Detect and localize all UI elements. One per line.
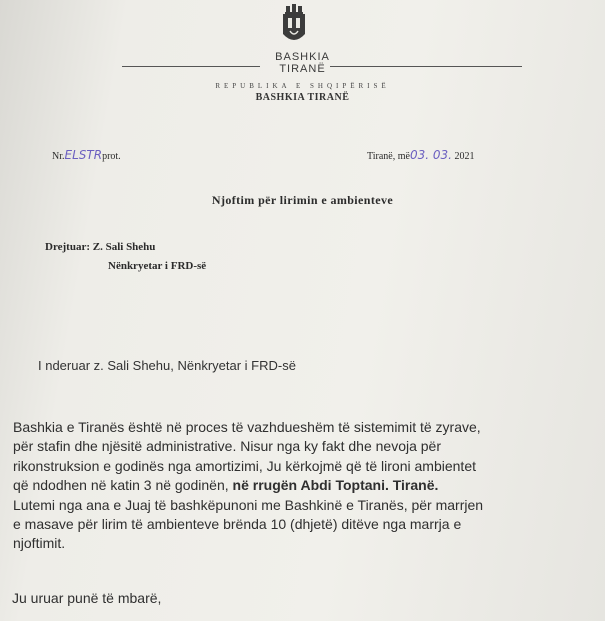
body-line: e masave për lirim të ambienteve brënda 10 (dhjetë) ditëve nga marrja e [13,516,462,533]
republic-heading: REPUBLIKA E SHQIPËRISË [215,82,390,90]
date-handwritten: 03. 03. [409,148,452,162]
letter-subject: Njoftim për lirimin e ambienteve [211,193,394,207]
body-line [13,476,599,495]
protocol-prefix: Nr. [52,151,65,162]
closing-line: Ju uruar punë të mbarë, [12,590,162,606]
street-address: në rrugën Abdi Toptani. Tiranë. [232,477,439,494]
municipality-name-line1: BASHKIA [275,51,330,63]
body-line: njoftimit. [13,535,66,552]
protocol-handwritten: ELSTR [64,148,103,162]
body-line: për stafin dhe njësitë administrative. Nisur nga ky fakt dhe nevoja për [13,438,442,455]
protocol-suffix: prot. [102,151,121,162]
letter-body [13,418,599,554]
addressee-line2: Nënkryetar i FRD-së [108,260,207,272]
municipality-name-line2: TIRANË [279,63,326,75]
date-prefix: Tiranë, më [367,151,410,162]
date-year: 2021 [454,151,475,162]
municipality-crest-icon [279,4,309,48]
protocol-number [52,148,121,162]
municipality-subheading: BASHKIA TIRANË [255,92,350,103]
body-line-part: që ndodhen në katin 3 në godinën, [13,477,233,494]
body-line: Lutemi nga ana e Juaj të bashkëpunoni me Bashkinë e Tiranës, për marrjen [13,496,484,513]
body-line: Bashkia e Tiranës është në proces të vazhdueshëm të sistemimit të zyrave, [13,419,481,435]
letter-date [367,148,474,162]
greeting: I nderuar z. Sali Shehu, Nënkryetar i FRD-së [38,358,296,373]
addressee-line1: Drejtuar: Z. Sali Shehu [45,241,156,253]
body-line: rikonstruksion e godinës nga amortizimi, Ju kërkojmë që të lironi ambientet [13,457,476,474]
